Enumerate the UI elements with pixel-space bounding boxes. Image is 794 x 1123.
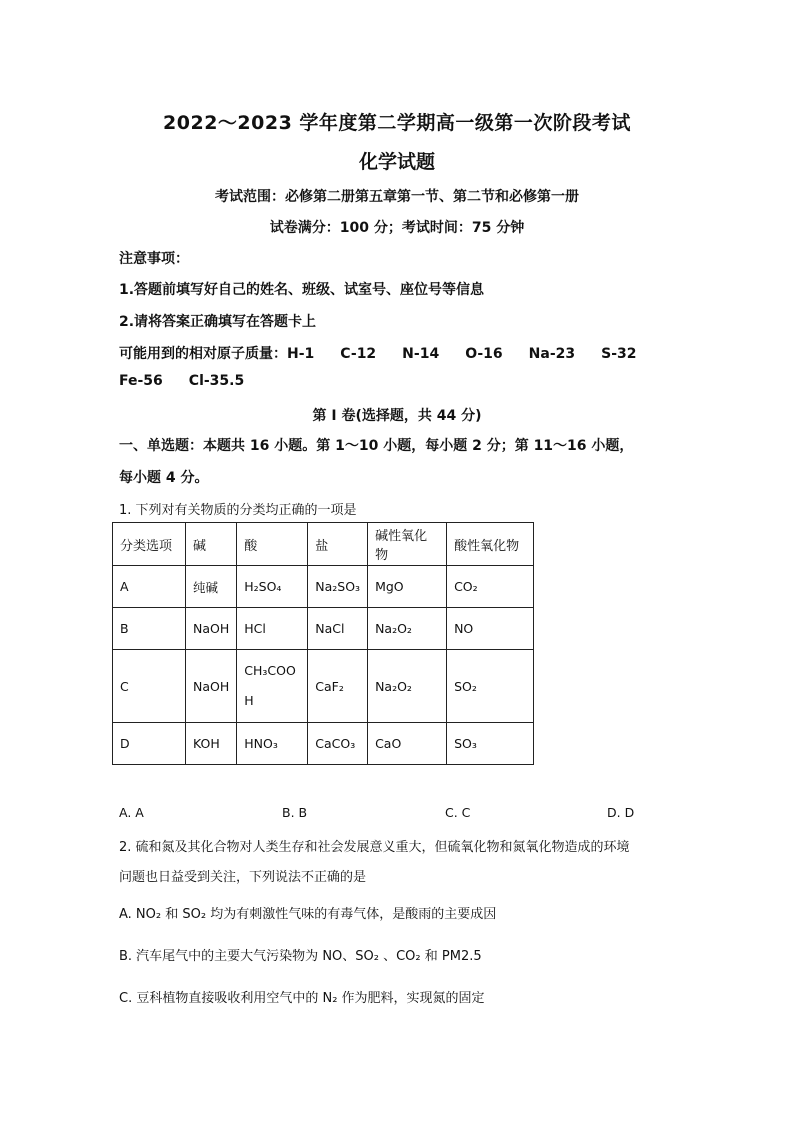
table-cell: NaCl [308,608,368,650]
table-cell: 纯碱 [186,566,237,608]
question-1-stem: 1. 下列对有关物质的分类均正确的一项是 [119,503,357,518]
section-heading: 一、单选题：本题共 16 小题。第 1～10 小题，每小题 2 分；第 11～16 小题， [119,438,634,454]
question-2-option-c[interactable]: C. 豆科植物直接吸收利用空气中的 N₂ 作为肥料，实现氮的固定 [119,991,485,1006]
table-row [113,723,534,765]
table-cell: CaF₂ [308,650,368,723]
note-item: 2.请将答案正确填写在答题卡上 [119,314,317,330]
atomic-mass-line-1 [119,343,663,363]
table-header-cell: 盐 [308,523,368,566]
option-b[interactable]: B. B [282,805,308,820]
subject-title: 化学试题 [358,151,435,173]
table-cell: CaO [368,723,447,765]
atomic-mass-item: C-12 [340,346,377,362]
table-cell: HNO₃ [237,723,308,765]
table-header-cell: 碱性氧化物 [368,523,447,566]
atomic-mass-item: Cl-35.5 [188,373,245,389]
table-cell: NaOH [186,650,237,723]
atomic-mass-item: Na-23 [528,346,576,362]
atomic-mass-label: 可能用到的相对原子质量： [119,346,287,362]
question-2-option-a[interactable]: A. NO₂ 和 SO₂ 均为有刺激性气味的有毒气体，是酸雨的主要成因 [119,907,497,922]
table-header-cell: 酸 [237,523,308,566]
table-cell: Na₂O₂ [368,650,447,723]
table-cell: SO₂ [447,650,534,723]
exam-title: 2022～2023 学年度第二学期高一级第一次阶段考试 [163,112,631,134]
table-cell: CaCO₃ [308,723,368,765]
atomic-mass-item: S-32 [601,346,637,362]
table-cell: SO₃ [447,723,534,765]
table-cell: CO₂ [447,566,534,608]
question-2-stem-cont: 问题也日益受到关注，下列说法不正确的是 [119,870,367,885]
note-item: 1.答题前填写好自己的姓名、班级、试室号、座位号等信息 [119,282,485,298]
table-cell: CH₃COOH [237,650,308,723]
table-header-cell: 酸性氧化物 [447,523,534,566]
table-row [113,608,534,650]
notes-heading: 注意事项： [119,251,189,267]
table-cell: KOH [186,723,237,765]
volume-title: 第 I 卷(选择题，共 44 分) [312,408,482,424]
table-cell: A [113,566,186,608]
table-cell: D [113,723,186,765]
section-heading-cont: 每小题 4 分。 [119,470,209,486]
table-cell: C [113,650,186,723]
table-cell: Na₂O₂ [368,608,447,650]
table-header-cell: 碱 [186,523,237,566]
atomic-mass-item: O-16 [465,346,503,362]
classification-table [112,522,534,765]
atomic-mass-item: Fe-56 [119,373,163,389]
atomic-mass-item: N-14 [402,346,440,362]
option-d[interactable]: D. D [607,805,635,820]
table-cell: H₂SO₄ [237,566,308,608]
atomic-mass-item: H-1 [287,346,315,362]
table-row [113,566,534,608]
table-cell: MgO [368,566,447,608]
exam-scope: 考试范围：必修第二册第五章第一节、第二节和必修第一册 [215,189,579,205]
question-2-stem: 2. 硫和氮及其化合物对人类生存和社会发展意义重大，但硫氧化物和氮氧化物造成的环境 [119,840,630,855]
table-cell: B [113,608,186,650]
table-header-cell: 分类选项 [113,523,186,566]
table-cell: NaOH [186,608,237,650]
question-2-option-b[interactable]: B. 汽车尾气中的主要大气污染物为 NO、SO₂ 、CO₂ 和 PM2.5 [119,949,482,964]
table-header-row [113,523,534,566]
table-cell: HCl [237,608,308,650]
atomic-mass-line-2 [119,373,270,389]
option-c[interactable]: C. C [445,805,471,820]
table-cell: Na₂SO₃ [308,566,368,608]
option-a[interactable]: A. A [119,805,144,820]
table-cell: NO [447,608,534,650]
score-and-time: 试卷满分：100 分；考试时间：75 分钟 [269,220,525,236]
table-row [113,650,534,723]
